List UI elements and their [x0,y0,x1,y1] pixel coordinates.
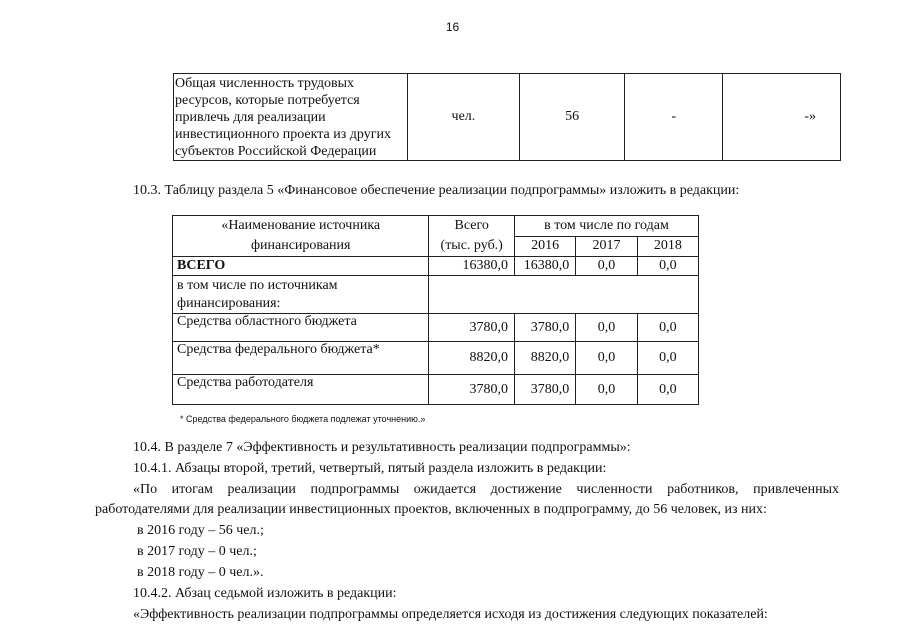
source-2018: 0,0 [637,375,698,405]
row-name-line: привлечь для реализации [175,109,326,125]
source-name: Средства федерального бюджета* [173,342,429,375]
header-total-cell [429,216,514,257]
row-name-line: Общая численность трудовых [175,75,355,91]
paragraph-10-3: 10.3. Таблицу раздела 5 «Финансовое обеспечение реализации подпрограммы» изложить в редакции: [133,183,740,198]
list-item: в 2017 году – 0 чел.; [137,544,257,559]
value-2018-cell: -» [723,74,841,161]
source-name: Средства областного бюджета [173,314,429,342]
table-row [174,74,841,161]
total-value: 16380,0 [429,257,514,276]
source-2018: 0,0 [637,314,698,342]
total-2017: 0,0 [576,257,637,276]
source-2017: 0,0 [576,342,637,375]
header-name-line: финансирования [250,238,351,253]
sublabel-line: финансирования: [177,295,281,311]
header-year-2016: 2016 [514,236,575,257]
source-total: 8820,0 [429,342,514,375]
total-2016: 16380,0 [514,257,575,276]
source-2016: 3780,0 [514,375,575,405]
sublabel-line: в том числе по источникам [177,277,338,293]
table-row [173,342,699,375]
unit-cell: чел. [408,74,520,161]
source-2018: 0,0 [637,342,698,375]
source-2017: 0,0 [576,314,637,342]
source-2016: 8820,0 [514,342,575,375]
labor-resources-table [173,73,841,161]
header-year-2017: 2017 [576,236,637,257]
header-name-line: «Наименование источника [221,218,381,233]
header-total-line: Всего [454,218,489,233]
total-2018: 0,0 [637,257,698,276]
financing-table [172,215,699,405]
list-item: в 2016 году – 56 чел.; [137,523,264,538]
paragraph-10-4: 10.4. В разделе 7 «Эффективность и результативность реализации подпрограммы»: [133,440,631,455]
table-footnote: * Средства федерального бюджета подлежат уточнению.» [180,414,426,424]
row-name-cell [174,74,408,161]
header-row [173,216,699,237]
sublabel-empty-cell [429,276,699,314]
sublabel-cell [173,276,429,314]
source-2017: 0,0 [576,375,637,405]
quote-line-1: «По итогам реализации подпрограммы ожидается достижение численности работников, привлеченных [133,482,839,497]
value-2017-cell: - [625,74,723,161]
source-total: 3780,0 [429,375,514,405]
table-row [173,314,699,342]
table-row [173,375,699,405]
header-year-2018: 2018 [637,236,698,257]
paragraph-10-4-1: 10.4.1. Абзацы второй, третий, четвертый, пятый раздела изложить в редакции: [133,461,607,476]
total-label: ВСЕГО [173,257,429,276]
row-name-line: инвестиционного проекта из других [175,126,391,142]
list-item: в 2018 году – 0 чел.». [137,565,264,580]
row-name-line: субъектов Российской Федерации [175,143,377,159]
table-row-total [173,257,699,276]
source-2016: 3780,0 [514,314,575,342]
header-years-cell: в том числе по годам [514,216,698,237]
header-total-line: (тыс. руб.) [440,238,503,253]
header-name-cell [173,216,429,257]
page-number: 16 [445,20,460,34]
value-2016-cell: 56 [519,74,625,161]
paragraph-10-4-2: 10.4.2. Абзац седьмой изложить в редакции: [133,586,397,601]
source-total: 3780,0 [429,314,514,342]
row-name-line: ресурсов, которые потребуется [175,92,360,108]
quote-line-2: работодателями для реализации инвестиционных проектов, включенных в подпрограмму, до 56 человек, из них: [95,502,767,517]
table-row-sublabel [173,276,699,314]
quote-last: «Эффективность реализации подпрограммы определяется исходя из достижения следующих показателей: [133,607,768,622]
source-name: Средства работодателя [173,375,429,405]
